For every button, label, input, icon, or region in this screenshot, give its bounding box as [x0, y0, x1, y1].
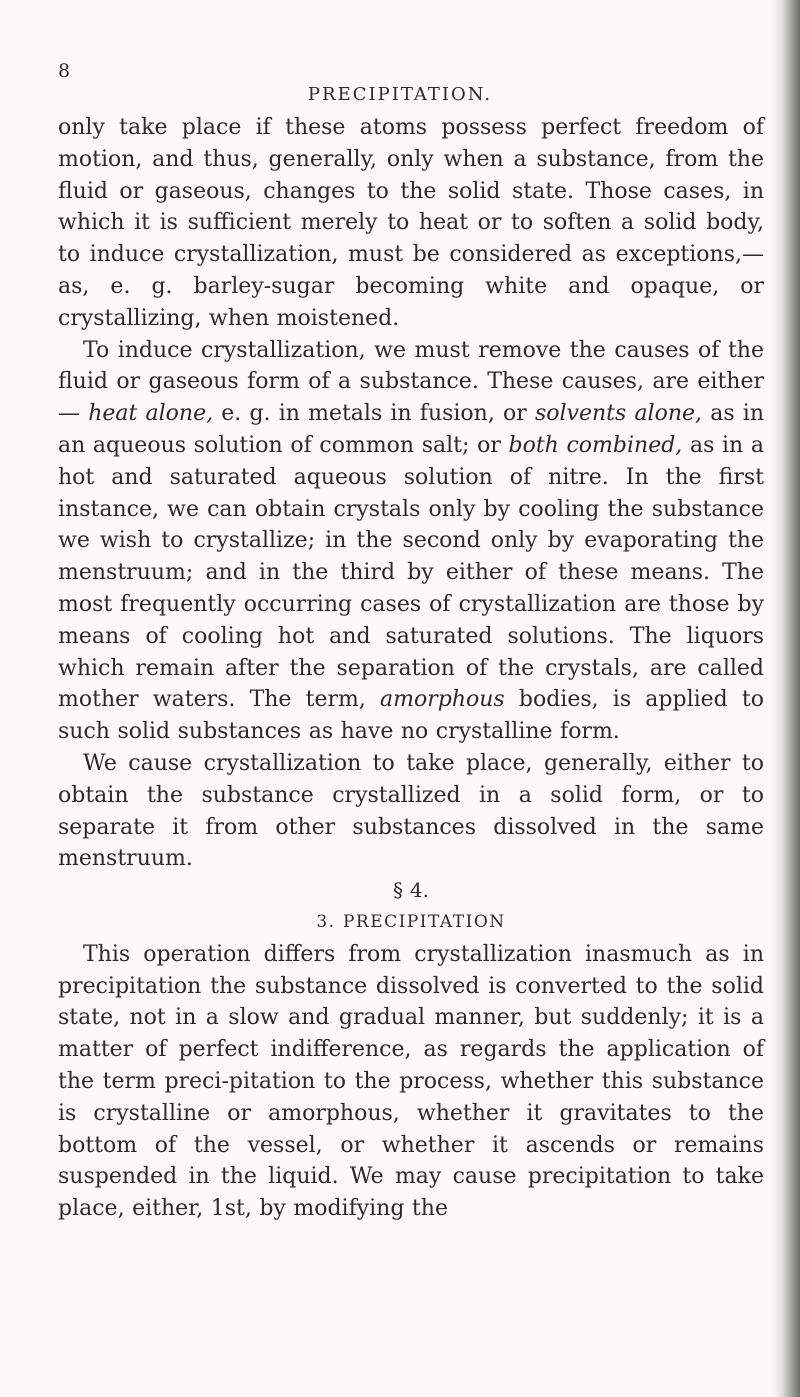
- paragraph-2-part-g: as in a hot and saturated aqueous solution of nitre. In the first instance, we can obtain crystals only by cooling the substance we wish to crystallize; in the second only by evaporating the menstruum; and in the third by either of these means. The most frequently occurring cases of crystallization are those by means of cooling hot and saturated solutions. The liquors which remain after the separation of the crystals, are called mother waters. The term,: [58, 432, 764, 713]
- italic-both-combined: both combined,: [508, 432, 683, 458]
- italic-solvents-alone: solvents alone,: [534, 401, 703, 427]
- paragraph-2-part-a: To induce crystallization, we must remove the causes of the fluid or gaseous form of a substance. These causes, are either—: [58, 337, 764, 427]
- paragraph-2-part-e: as in an aqueous solution of common salt; or: [58, 401, 764, 458]
- paragraph-3: We cause crystallization to take place, generally, either to obtain the substance crystallized in a solid form, or to separate it from other substances dissolved in the same menstruum.: [58, 750, 764, 872]
- page-edge-shadow: [772, 0, 800, 1397]
- body-text: [58, 112, 764, 1225]
- section-mark: § 4.: [393, 878, 429, 903]
- running-head: PRECIPITATION.: [307, 84, 493, 105]
- paragraph-2-part-i: bodies, is applied to such solid substances as have no crystalline form.: [58, 687, 764, 745]
- paragraph-2: [58, 335, 764, 748]
- italic-heat-alone: heat alone,: [88, 401, 214, 427]
- page-number: 8: [58, 60, 71, 82]
- paragraph-2-part-c: e. g. in metals in fusion, or: [213, 401, 535, 427]
- paragraph-4: This operation differs from crystallization inasmuch as in precipitation the substance dissolved is converted to the solid state, not in a slow and gradual manner, but suddenly; it is a matter of perfect indifference, as regards the application of the term preci-pitation to the process, whether this substance is crystalline or amorphous, whether it gravitates to the bottom of the vessel, or whether it ascends or remains suspended in the liquid. We may cause precipitation to take place, either, 1st, by modifying the: [58, 941, 764, 1222]
- paragraph-1: only take place if these atoms possess perfect freedom of motion, and thus, generally, only when a substance, from the fluid or gaseous, changes to the solid state. Those cases, in which it is sufficient merely to heat or to soften a solid body, to induce crystallization, must be considered as exceptions,—as, e. g. barley-sugar becoming white and opaque, or crystallizing, when moistened.: [58, 115, 764, 331]
- italic-amorphous: amorphous: [380, 687, 505, 713]
- section-title: 3. PRECIPITATION: [316, 911, 506, 932]
